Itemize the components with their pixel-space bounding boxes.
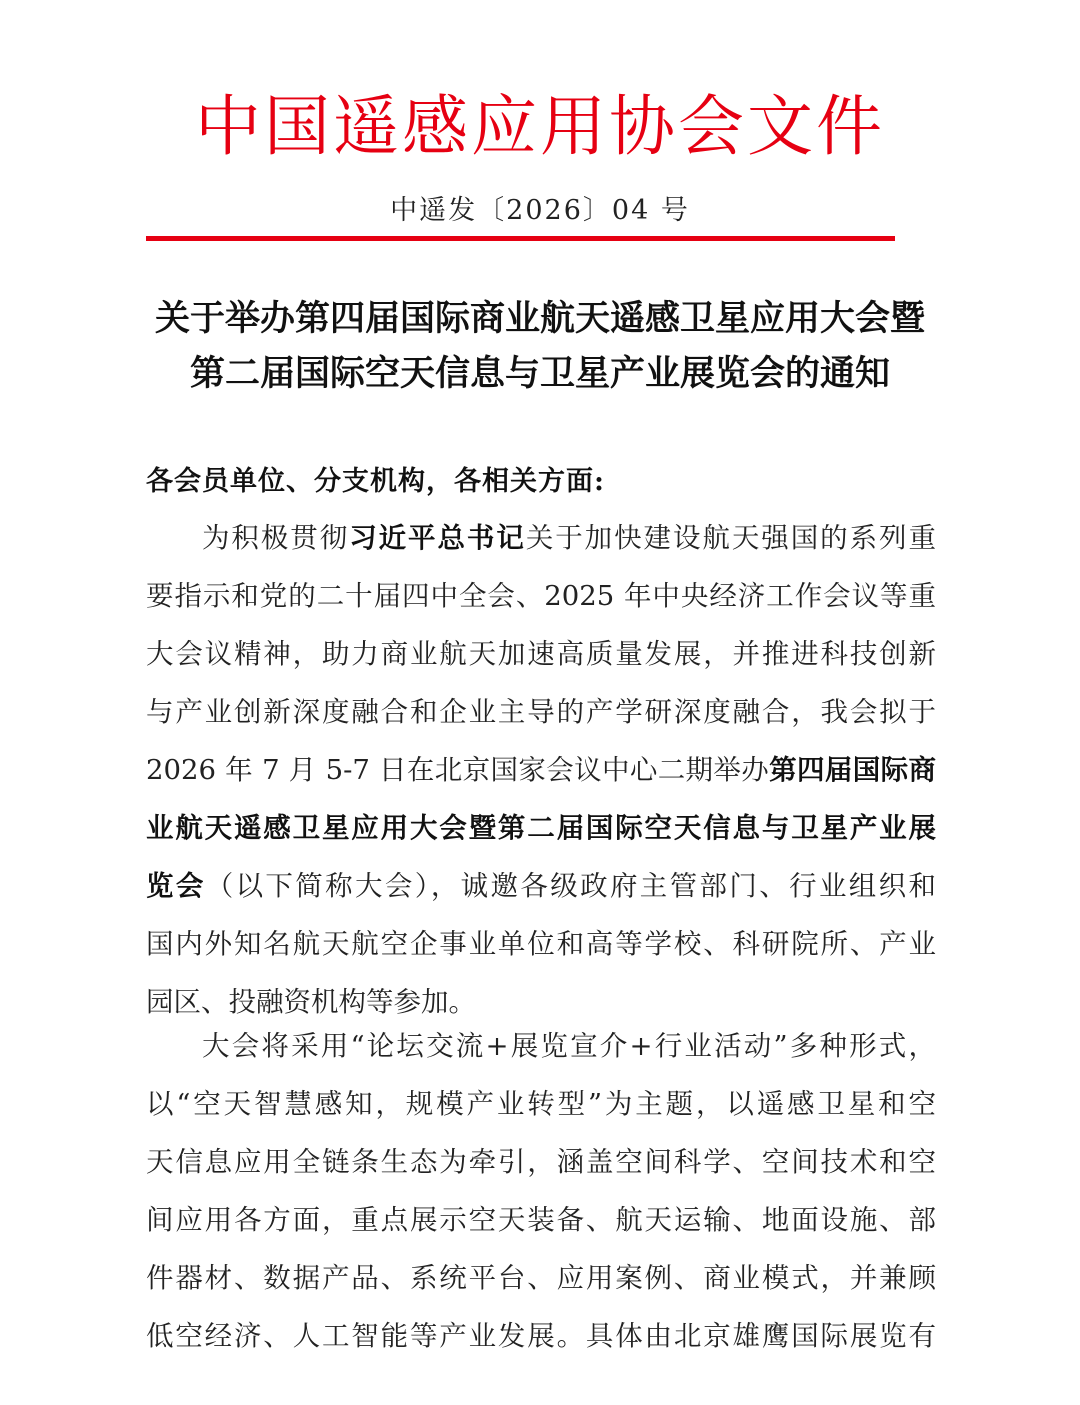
paragraph-2-line-2: 以“空天智慧感知，规模产业转型”为主题，以遥感卫星和空 bbox=[146, 1088, 936, 1120]
text-run: （以下简称大会），诚邀各级政府主管部门、行业组织和 bbox=[205, 870, 937, 902]
paragraph-2-line-3: 天信息应用全链条生态为牵引，涵盖空间科学、空间技术和空 bbox=[146, 1146, 936, 1178]
text-run: 2026 年 7 月 5-7 日在北京国家会议中心二期举办 bbox=[146, 754, 770, 786]
emphasis-event-name: 业航天遥感卫星应用大会暨第二届国际空天信息与卫星产业展 bbox=[146, 812, 936, 844]
paragraph-1-line-4: 与产业创新深度融合和企业主导的产学研深度融合，我会拟于 bbox=[146, 696, 936, 728]
paragraph-2-line-5: 件器材、数据产品、系统平台、应用案例、商业模式，并兼顾 bbox=[146, 1262, 936, 1294]
paragraph-1-line-5 bbox=[146, 741, 936, 799]
paragraph-2-line-6: 低空经济、人工智能等产业发展。具体由北京雄鹰国际展览有 bbox=[146, 1320, 936, 1352]
paragraph-2-line-4: 间应用各方面，重点展示空天装备、航天运输、地面设施、部 bbox=[146, 1204, 936, 1236]
text-run: 关于加快建设航天强国的系列重 bbox=[525, 522, 936, 554]
paragraph-1-line-3: 大会议精神，助力商业航天加速高质量发展，并推进科技创新 bbox=[146, 638, 936, 670]
text-run: 为积极贯彻 bbox=[202, 522, 350, 554]
salutation: 各会员单位、分支机构，各相关方面: bbox=[146, 466, 605, 497]
notice-title-line-2: 第二届国际空天信息与卫星产业展览会的通知 bbox=[189, 354, 890, 394]
paragraph-1-line-6 bbox=[146, 799, 936, 857]
paragraph-1-line-9: 园区、投融资机构等参加。 bbox=[146, 986, 476, 1018]
document-header-title: 中国遥感应用协会文件 bbox=[195, 88, 885, 165]
paragraph-1 bbox=[146, 509, 936, 1031]
paragraph-2 bbox=[146, 1017, 936, 1365]
paragraph-1-line-8: 国内外知名航天航空企事业单位和高等学校、科研院所、产业 bbox=[146, 928, 936, 960]
red-divider-line bbox=[146, 236, 895, 241]
emphasis-name: 习近平总书记 bbox=[349, 522, 526, 554]
emphasis-event-name: 第四届国际商 bbox=[769, 754, 937, 786]
paragraph-1-line-2: 要指示和党的二十届四中全会、2025 年中央经济工作会议等重 bbox=[146, 580, 936, 612]
paragraph-1-line-7 bbox=[146, 857, 936, 915]
notice-title-line-1: 关于举办第四届国际商业航天遥感卫星应用大会暨 bbox=[154, 299, 925, 339]
document-number: 中遥发〔2026〕04 号 bbox=[390, 195, 690, 226]
paragraph-2-line-1: 大会将采用“论坛交流+展览宣介+行业活动”多种形式， bbox=[202, 1030, 936, 1062]
paragraph-1-line-1 bbox=[146, 509, 936, 567]
notice-title bbox=[140, 292, 940, 402]
emphasis-event-name: 览会 bbox=[146, 870, 206, 902]
